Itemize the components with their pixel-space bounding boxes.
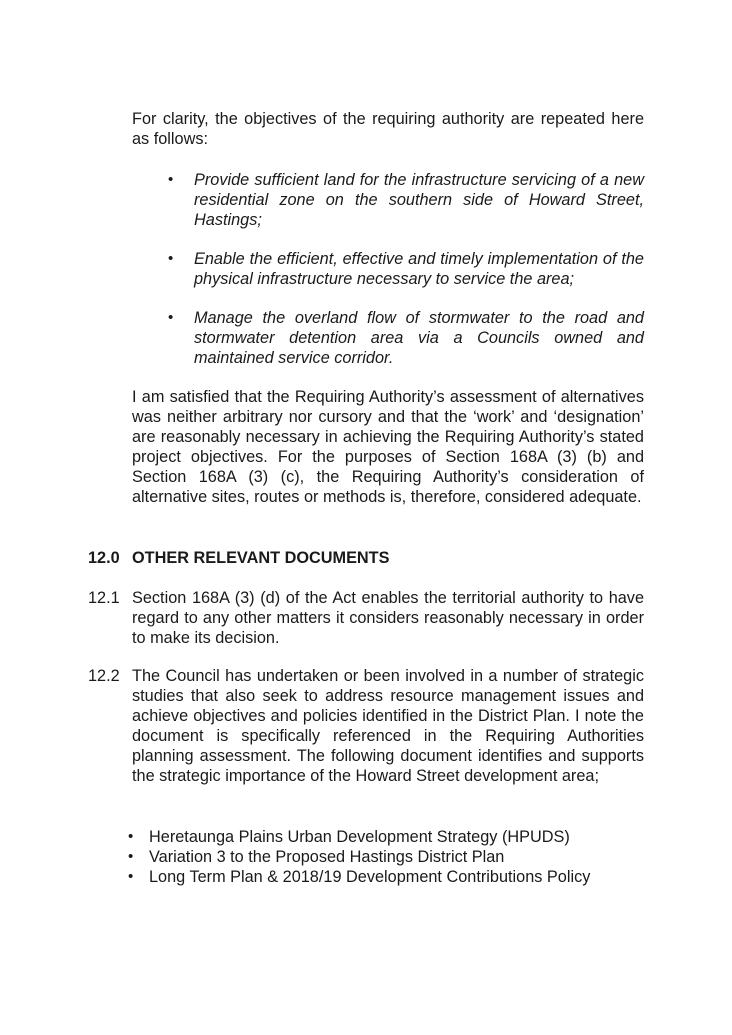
section-heading — [88, 548, 644, 568]
objective-item: • Enable the efficient, effective and timely implementation of the physical infrastructure necessary to service the area; — [168, 249, 644, 289]
objective-item: • Manage the overland flow of stormwater to the road and stormwater detention area via a Councils owned and maintained service corridor. — [168, 308, 644, 368]
assessment-paragraph: I am satisfied that the Requiring Authority’s assessment of alternatives was neither arbitrary nor cursory and that the ‘work’ and ‘designation’ are reasonably necessary in achieving the Requiring Authority’s stated project objectives. For the purposes of Section 168A (3) (b) and Section 168A (3) (c), the Requiring Authority’s consideration of alternative sites, routes or methods is, therefore, considered adequate. — [132, 388, 644, 506]
document-item: • Long Term Plan & 2018/19 Development Contributions Policy — [132, 867, 644, 887]
paragraph-number: 12.1 — [88, 589, 120, 607]
paragraph-text: Section 168A (3) (d) of the Act enables the territorial authority to have regard to any other matters it considers reasonably necessary in order to make its decision. — [132, 589, 644, 647]
section-number: 12.0 — [88, 549, 120, 567]
paragraph-12-1 — [88, 588, 644, 648]
section-title: OTHER RELEVANT DOCUMENTS — [132, 549, 390, 567]
objectives-list — [168, 170, 644, 387]
objective-item: • Provide sufficient land for the infrastructure servicing of a new residential zone on the southern side of Howard Street, Hastings; — [168, 170, 644, 230]
paragraph-12-2 — [88, 666, 644, 786]
intro-paragraph: For clarity, the objectives of the requiring authority are repeated here as follows: — [132, 110, 644, 148]
paragraph-text: The Council has undertaken or been involved in a number of strategic studies that also seek to address resource management issues and achieve objectives and policies identified in the District Plan. I note the document is specifically referenced in the Requiring Authorities planning assessment. The following document identifies and supports the strategic importance of the Howard Street development area; — [132, 667, 644, 785]
document-item: • Variation 3 to the Proposed Hastings District Plan — [132, 847, 644, 867]
documents-list — [132, 827, 644, 887]
document-item: • Heretaunga Plains Urban Development Strategy (HPUDS) — [132, 827, 644, 847]
paragraph-number: 12.2 — [88, 667, 120, 685]
